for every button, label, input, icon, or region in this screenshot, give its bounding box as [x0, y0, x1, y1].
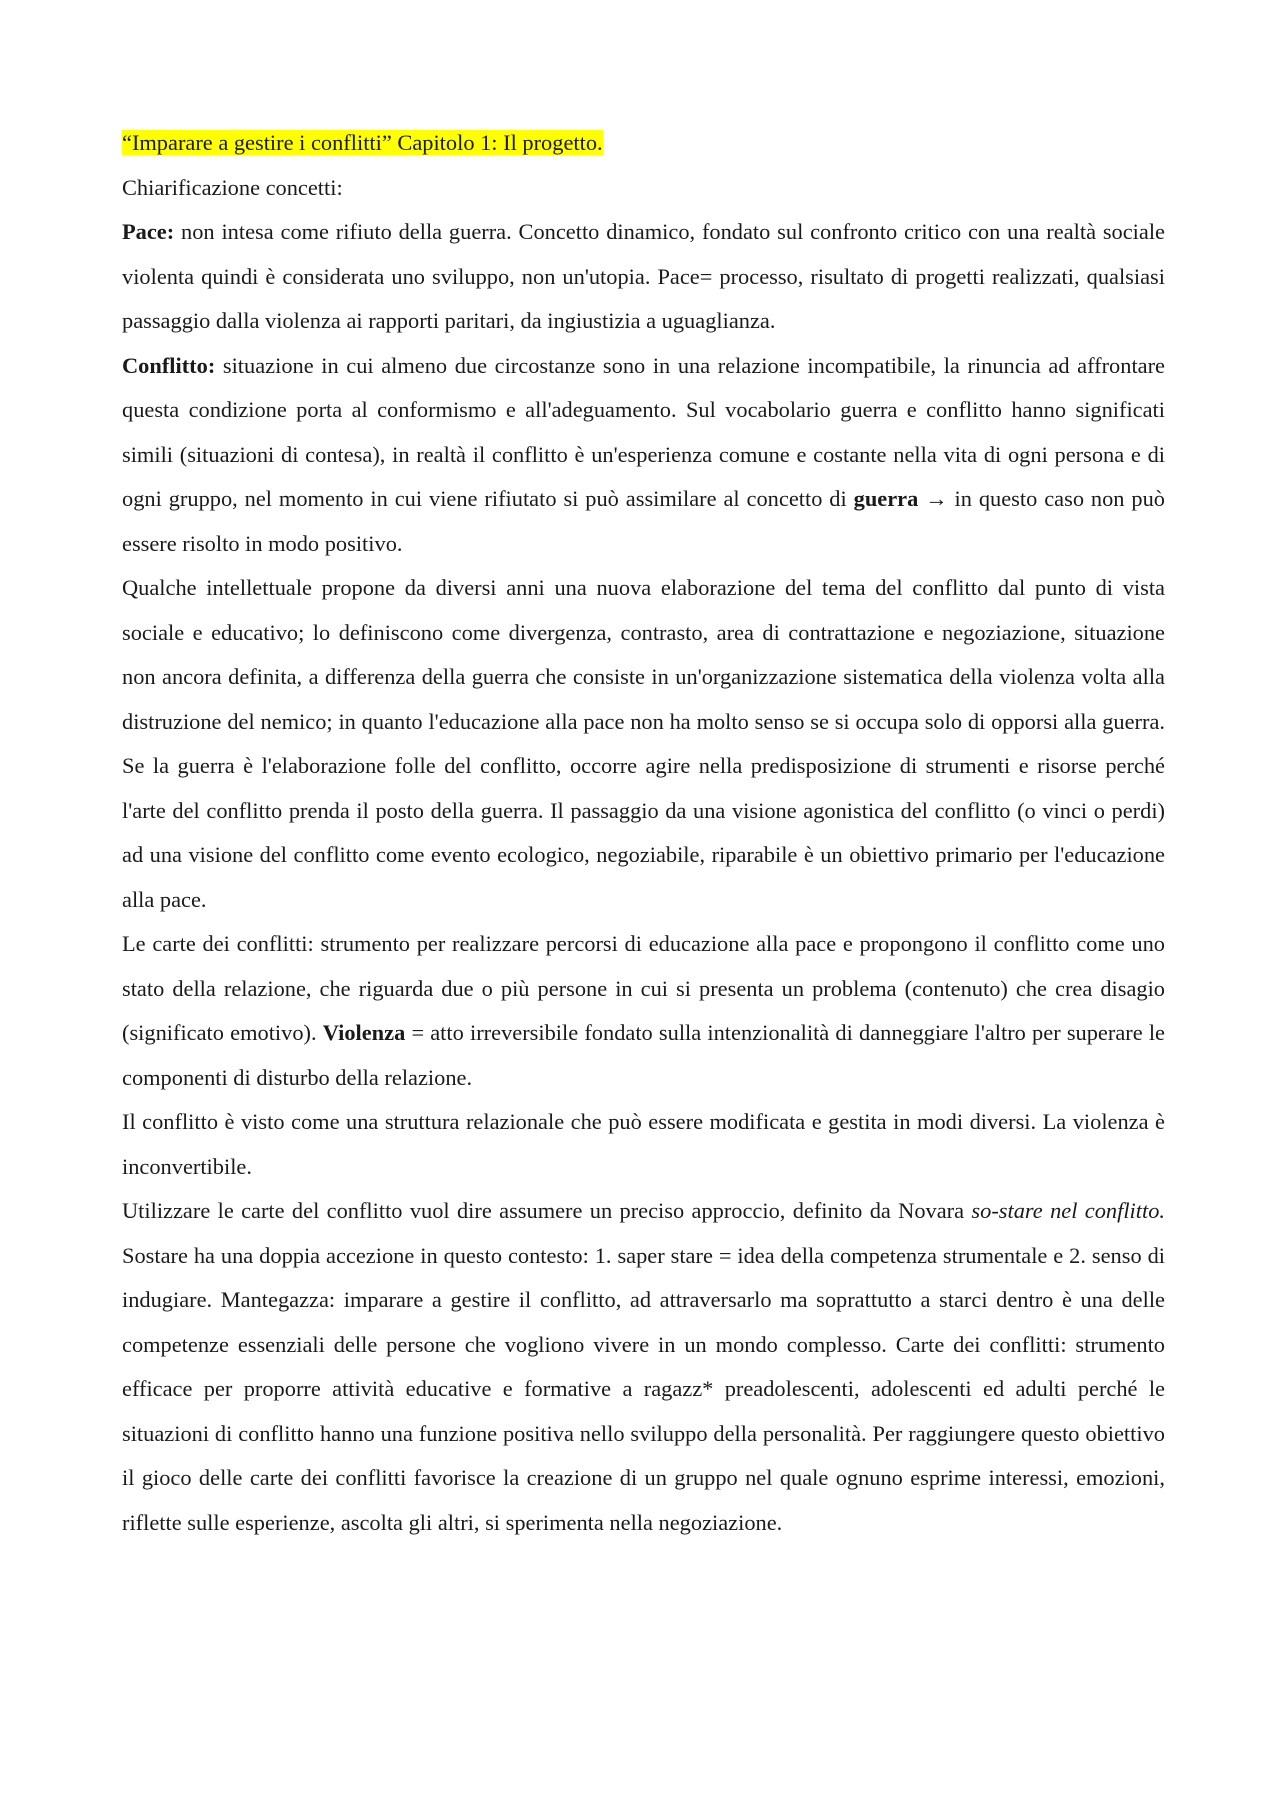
title-paragraph: [122, 121, 1165, 166]
carte-text-start: Le carte dei conflitti: strumento per realizzare percorsi di educazione alla pace e propongono il conflitto come uno stato della relazione, che riguarda due o più persone in cui si presenta un problema (contenuto) che crea disagio (significato emotivo).: [122, 931, 1165, 1045]
term-conflitto: Conflitto:: [122, 352, 216, 378]
bold-violenza: Violenza: [322, 1020, 406, 1045]
conflitto-definition-end: → in questo caso non può essere risolto in modo positivo.: [122, 486, 1166, 556]
subtitle: Chiarificazione concetti:: [122, 174, 343, 200]
conflitto-definition-start: situazione in cui almeno due circostanze sono in una relazione incompatibile, la rinuncia ad affrontare questa condizione porta al conformismo e all'adeguamento. Sul vocabolario guerra e conflitto hanno significati simili (situazioni di contesa), in realtà il conflitto è un'esperienza comune e costante nella vita di ogni persona e di ogni gruppo, nel momento in cui viene rifiutato si può assimilare al concetto di: [122, 352, 1165, 511]
carte-text-end: = atto irreversibile fondato sulla intenzionalità di danneggiare l'altro per superare le componenti di disturbo della relazione.: [122, 1020, 1165, 1090]
pace-definition: non intesa come rifiuto della guerra. Concetto dinamico, fondato sul confronto critico con una realtà sociale violenta quindi è considerata uno sviluppo, non un'utopia. Pace= processo, risultato di progetti realizzati, qualsiasi passaggio dalla violenza ai rapporti paritari, da ingiustizia a uguaglianza.: [122, 219, 1165, 333]
document-title: “Imparare a gestire i conflitti” Capitolo 1: Il progetto.: [122, 130, 603, 155]
term-pace: Pace:: [122, 219, 175, 244]
paragraph-conflitto: [122, 344, 1165, 567]
paragraph-utilizzare: [122, 1189, 1165, 1545]
document-page: [122, 121, 1165, 1545]
utilizzare-text-end: Sostare ha una doppia accezione in questo contesto: 1. saper stare = idea della competenza strumentale e 2. senso di indugiare. Mantegazza: imparare a gestire il conflitto, ad attraversarlo ma soprattutto a starci dentro è una delle competenze essenziali delle persone che vogliono vivere in un mondo complesso. Carte dei conflitti: strumento efficace per proporre attività educative e formative a ragazz* preadolescenti, adolescenti ed adulti perché le situazioni di conflitto hanno una funzione positiva nello sviluppo della personalità. Per raggiungere questo obiettivo il gioco delle carte dei conflitti favorisce la creazione di un gruppo nel quale ognuno esprime interessi, emozioni, riflette sulle esperienze, ascolta gli altri, si sperimenta nella negoziazione.: [122, 1242, 1165, 1535]
utilizzare-text-start: Utilizzare le carte del conflitto vuol dire assumere un preciso approccio, definito da Novara: [122, 1198, 972, 1223]
bold-guerra: guerra: [853, 486, 919, 511]
paragraph-pace: [122, 210, 1165, 344]
italic-sostare: so-stare nel conflitto.: [971, 1198, 1165, 1223]
paragraph-carte: [122, 922, 1165, 1100]
paragraph-struttura: Il conflitto è visto come una struttura relazionale che può essere modificata e gestita in modi diversi. La violenza è inconvertibile.: [122, 1109, 1165, 1179]
paragraph-intellettuale: Qualche intellettuale propone da diversi anni una nuova elaborazione del tema del conflitto dal punto di vista sociale e educativo; lo definiscono come divergenza, contrasto, area di contrattazione e negoziazione, situazione non ancora definita, a differenza della guerra che consiste in un'organizzazione sistematica della violenza volta alla distruzione del nemico; in quanto l'educazione alla pace non ha molto senso se si occupa solo di opporsi alla guerra. Se la guerra è l'elaborazione folle del conflitto, occorre agire nella predisposizione di strumenti e risorse perché l'arte del conflitto prenda il posto della guerra. Il passaggio da una visione agonistica del conflitto (o vinci o perdi) ad una visione del conflitto come evento ecologico, negoziabile, riparabile è un obiettivo primario per l'educazione alla pace.: [122, 575, 1165, 912]
